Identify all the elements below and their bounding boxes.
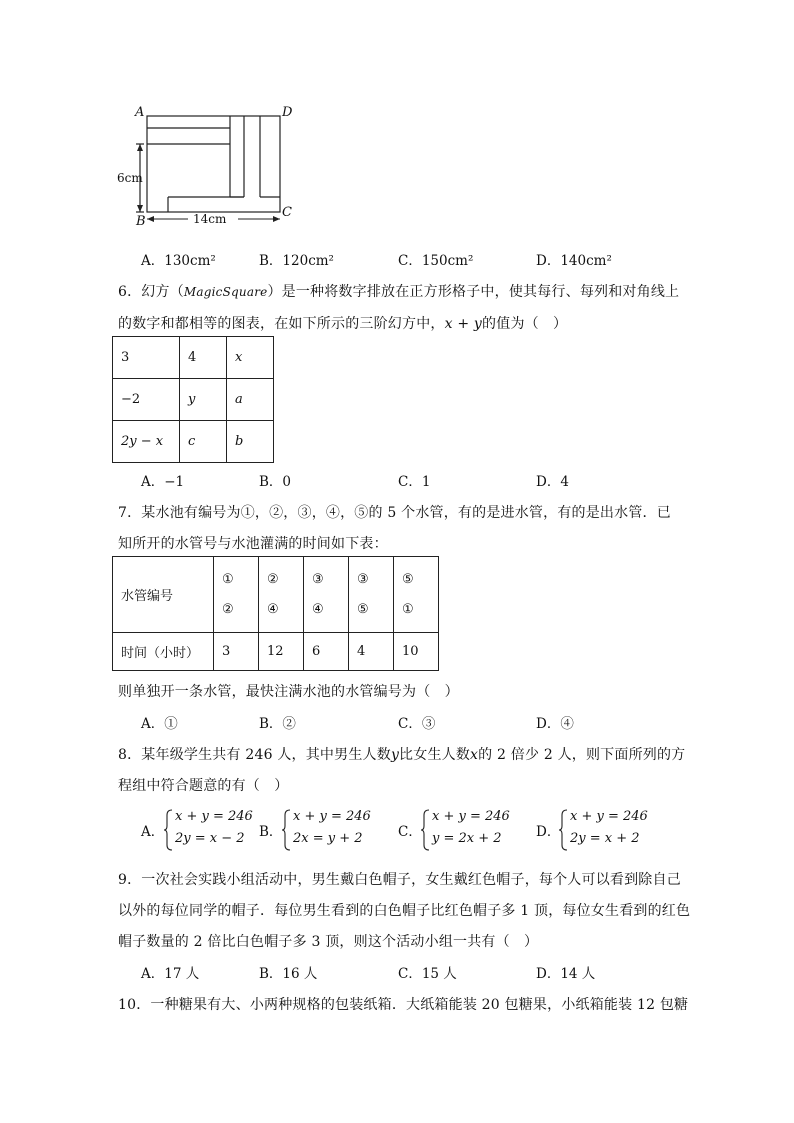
q9-line-2: 以外的每位同学的帽子．每位男生看到的白色帽子比红色帽子多 1 顶，每位女生看到的红色 [118,903,691,919]
grid-cell: x [227,337,274,379]
time-cell: 6 [304,633,349,671]
q7-option-c[interactable]: C．③ [398,716,436,732]
q7-line-3: 则单独开一条水管，最快注满水池的水管编号为（ ） [118,684,459,700]
q9-option-a[interactable]: A．17 人 [141,966,200,982]
q6-option-b[interactable]: B．0 [259,474,292,490]
grid-cell: c [180,421,227,463]
q8-line-1: 8．某年级学生共有 246 人，其中男生人数y比女生人数x的 2 倍少 2 人，则下面所列的方 [118,747,686,763]
grid-cell: b [227,421,274,463]
q7-line-2: 知所开的水管号与水池灌满的时间如下表： [118,536,388,552]
option-letter: D． [536,824,561,840]
equation-row: 2y = x + 2 [570,831,640,846]
magic-square-grid [112,336,274,463]
height-label: 6cm [117,171,143,185]
pipe-pair: ③ ⑤ [349,557,394,633]
pipe-header: 水管编号 [113,557,214,633]
equation-row: x + y = 246 [293,809,371,824]
grid-cell: 3 [113,337,180,379]
pipe-time-table [112,556,439,671]
time-header: 时间（小时） [113,633,214,671]
time-cell: 10 [394,633,439,671]
time-cell: 3 [214,633,259,671]
q6-option-a[interactable]: A．−1 [141,474,185,490]
q9-line-3: 帽子数量的 2 倍比白色帽子多 3 顶，则这个活动小组一共有（ ） [118,934,539,950]
q6-line-2: 的数字和都相等的图表，在如下所示的三阶幻方中，x + y的值为（ ） [118,316,568,332]
q9-line-1: 9．一次社会实践小组活动中，男生戴白色帽子，女生戴红色帽子，每个人可以看到除自己 [118,872,681,888]
grid-cell: 2y − x [113,421,180,463]
q5-option-b[interactable]: B．120cm² [259,253,334,269]
q7-line-1: 7．某水池有编号为①，②，③，④，⑤的 5 个水管，有的是进水管，有的是出水管．已 [118,505,671,521]
width-label: 14cm [193,212,227,226]
q7-option-b[interactable]: B．② [259,716,296,732]
pipe-pair: ① ② [214,557,259,633]
q9-option-c[interactable]: C．15 人 [398,966,457,982]
time-cell: 12 [259,633,304,671]
brace-icon [558,809,568,851]
q9-option-b[interactable]: B．16 人 [259,966,318,982]
equation-row: x + y = 246 [432,809,510,824]
grid-cell: a [227,379,274,421]
q6-line-1: 6．幻方（MagicSquare）是一种将数字排放在正方形格子中，使其每行、每列和对角线上 [118,284,680,300]
q8-line-2: 程组中符合题意的有（ ） [118,778,289,794]
brace-icon [163,809,173,851]
q9-option-d[interactable]: D．14 人 [536,966,596,982]
q10-line-1: 10．一种糖果有大、小两种规格的包装纸箱．大纸箱能装 20 包糖果，小纸箱能装 12 包糖 [118,997,689,1013]
q6-option-c[interactable]: C．1 [398,474,431,490]
equation-row: 2x = y + 2 [293,831,363,846]
equation-row: x + y = 246 [175,809,253,824]
label-a: A [135,105,145,120]
q7-option-a[interactable]: A．① [141,716,178,732]
pipe-pair: ③ ④ [304,557,349,633]
label-d: D [282,105,293,120]
equation-row: y = 2x + 2 [432,831,502,846]
option-letter: A． [141,824,165,840]
pipe-pair: ② ④ [259,557,304,633]
time-cell: 4 [349,633,394,671]
grid-cell: −2 [113,379,180,421]
rectangle-figure [128,100,298,230]
option-letter: B． [259,824,283,840]
label-b: B [136,214,146,229]
q5-option-c[interactable]: C．150cm² [398,253,474,269]
label-c: C [282,205,292,220]
option-letter: C． [398,824,422,840]
q7-option-d[interactable]: D．④ [536,716,574,732]
pipe-pair: ⑤ ① [394,557,439,633]
grid-cell: 4 [180,337,227,379]
q5-option-a[interactable]: A．130cm² [141,253,216,269]
equation-row: x + y = 246 [570,809,648,824]
grid-cell: y [180,379,227,421]
q5-option-d[interactable]: D．140cm² [536,253,612,269]
q6-option-d[interactable]: D．4 [536,474,569,490]
brace-icon [281,809,291,851]
equation-row: 2y = x − 2 [175,831,245,846]
brace-icon [420,809,430,851]
